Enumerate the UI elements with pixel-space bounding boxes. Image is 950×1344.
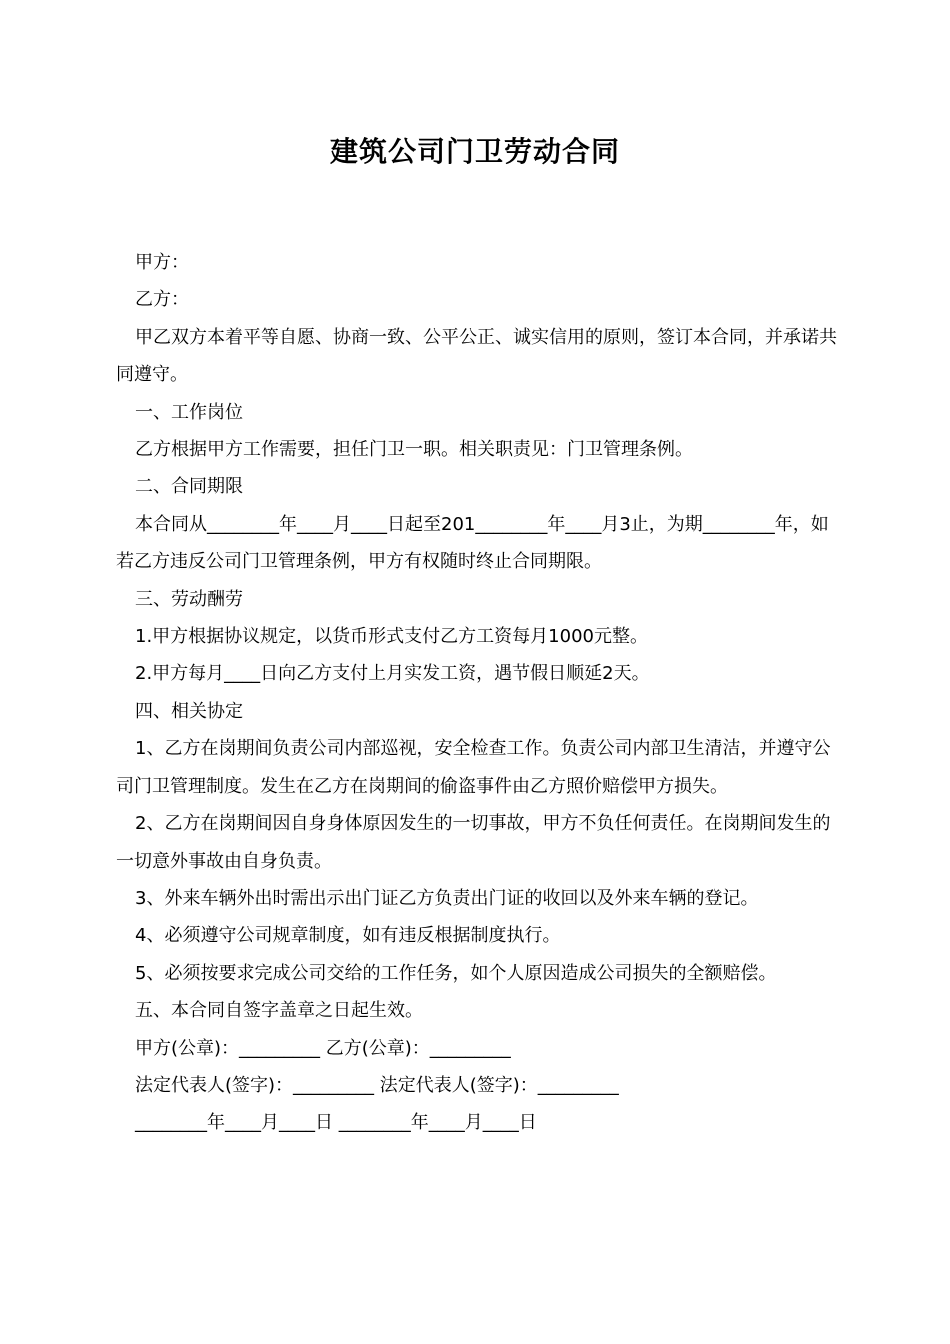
section-heading-agreements: 四、相关协定: [135, 700, 243, 722]
agreement-item-4: 4、必须遵守公司规章制度，如有违反根据制度执行。: [135, 925, 561, 947]
job-position-paragraph: 乙方根据甲方工作需要，担任门卫一职。相关职责见：门卫管理条例。: [135, 439, 693, 461]
representative-signature-line: 法定代表人(签字)：_________ 法定代表人(签字)：_________: [135, 1074, 619, 1096]
agreement-item-3: 3、外来车辆外出时需出示出门证乙方负责出门证的收回以及外来车辆的登记。: [135, 887, 759, 909]
section-heading-remuneration: 三、劳动酬劳: [135, 588, 243, 610]
seal-line: 甲方(公章)：_________ 乙方(公章)：_________: [135, 1037, 511, 1059]
party-a-line: 甲方：: [135, 252, 189, 273]
section-heading-contract-term: 二、合同期限: [135, 476, 243, 498]
agreement-item-1: 1、乙方在岗期间负责公司内部巡视，安全检查工作。负责公司内部卫生清洁，并遵守公司门卫管理制度。发生在乙方在岗期间的偷盗事件由乙方照价赔偿甲方损失。: [116, 738, 831, 797]
remuneration-item-2: 2.甲方每月____日向乙方支付上月实发工资，遇节假日顺延2天。: [135, 663, 650, 685]
document-body: [116, 244, 846, 1142]
preamble-paragraph: 甲乙双方本着平等自愿、协商一致、公平公正、诚实信用的原则，签订本合同，并承诺共同遵守。: [116, 326, 837, 386]
document-title: 建筑公司门卫劳动合同: [329, 135, 620, 168]
section-heading-job-position: 一、工作岗位: [135, 401, 243, 423]
agreement-item-2: 2、乙方在岗期间因自身身体原因发生的一切事故，甲方不负任何责任。在岗期间发生的一切意外事故由自身负责。: [116, 813, 831, 872]
agreement-item-5: 5、必须按要求完成公司交给的工作任务，如个人原因造成公司损失的全额赔偿。: [135, 962, 777, 984]
party-b-line: 乙方：: [135, 289, 189, 311]
effective-clause: 五、本合同自签字盖章之日起生效。: [135, 1000, 423, 1022]
contract-term-paragraph: 本合同从________年____月____日起至201________年____月3止，为期________年，如若乙方违反公司门卫管理条例，甲方有权随时终止合同期限。: [116, 513, 829, 573]
date-line: ________年____月____日 ________年____月____日: [135, 1112, 537, 1134]
remuneration-item-1: 1.甲方根据协议规定，以货币形式支付乙方工资每月1000元整。: [135, 626, 648, 648]
